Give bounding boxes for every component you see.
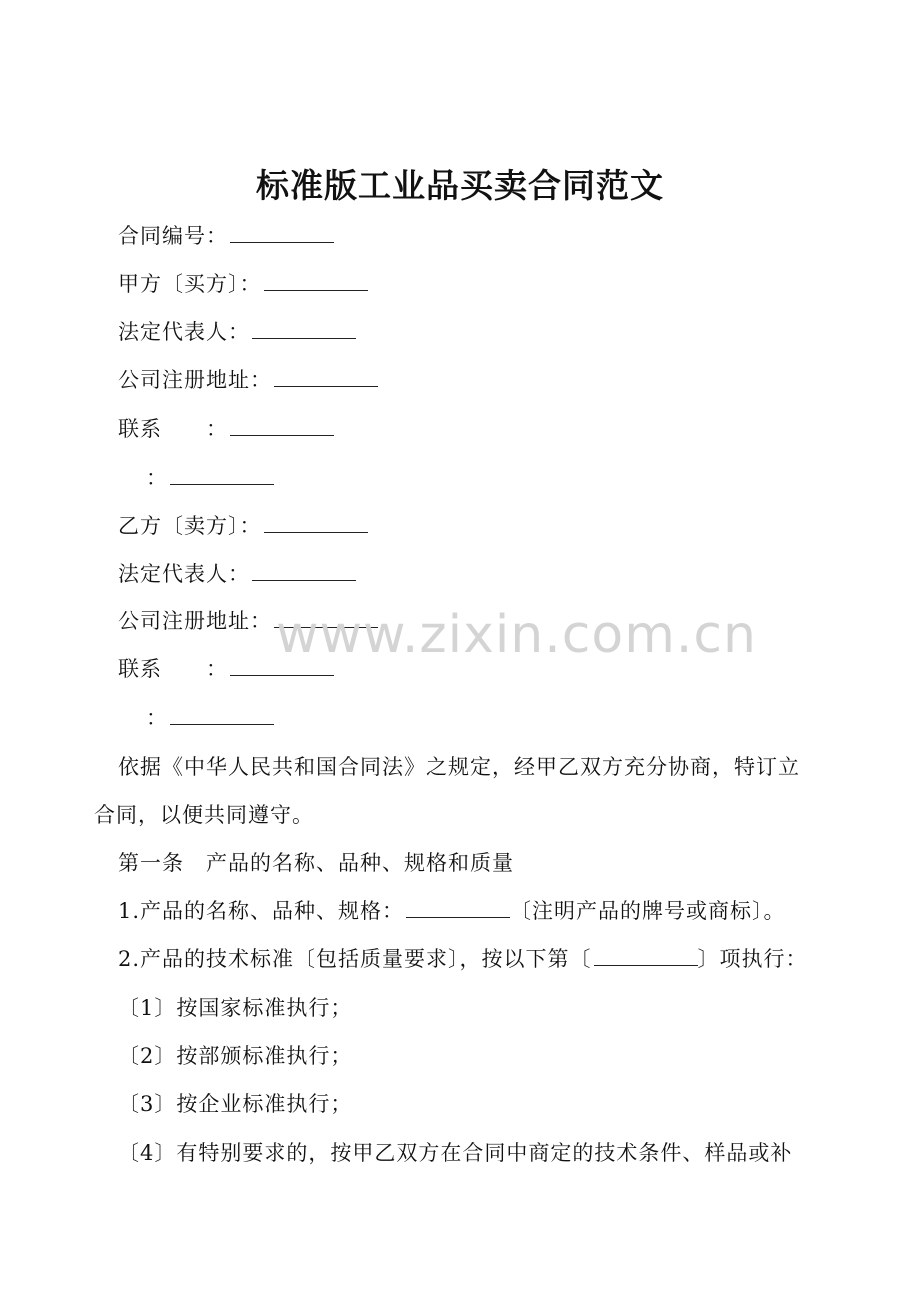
party-a-legal-rep-line (118, 317, 356, 347)
party-b-blank (264, 514, 368, 533)
party-a-address-blank (274, 368, 378, 387)
party-b-line (118, 511, 368, 541)
standard-option-3: 〔3〕按企业标准执行； (118, 1092, 353, 1116)
standard-option-4: 〔4〕有特别要求的，按甲乙双方在合同中商定的技术条件、样品或补 (118, 1141, 793, 1165)
party-a-blank (264, 272, 368, 291)
item-1-note: 〔注明产品的牌号或商标〕。 (510, 899, 786, 923)
party-a-address-line (118, 365, 378, 395)
party-b-legal-rep-line (118, 559, 356, 589)
party-b-address-label: 公司注册地址： (118, 609, 272, 633)
item-2-text: 2.产品的技术标准〔包括质量要求〕，按以下第〔 (118, 947, 592, 971)
party-a-label: 甲方〔买方〕： (118, 272, 262, 296)
article-1-item-2 (118, 944, 808, 974)
party-a-line (118, 269, 368, 299)
party-a-address-label: 公司注册地址： (118, 368, 272, 392)
intro-paragraph-line2: 合同，以便共同遵守。 (94, 803, 314, 827)
party-a-legal-rep-label: 法定代表人： (118, 320, 250, 344)
party-b-contact-label: 联系 ： (118, 657, 228, 681)
intro-paragraph-line1: 依据《中华人民共和国合同法》之规定，经甲乙双方充分协商，特订立 (118, 755, 800, 779)
party-a-phone-blank (170, 466, 274, 485)
party-b-phone-label: ： (146, 706, 168, 730)
article-1-item-1 (118, 896, 786, 926)
standard-option-2: 〔2〕按部颁标准执行； (118, 1044, 353, 1068)
document-title: 标准版工业品买卖合同范文 (256, 166, 664, 205)
article-1-heading: 第一条 产品的名称、品种、规格和质量 (118, 851, 514, 875)
item-1-text: 1.产品的名称、品种、规格： (118, 899, 405, 923)
party-a-contact-label: 联系 ： (118, 417, 228, 441)
party-a-contact-blank (230, 417, 334, 436)
party-b-legal-rep-blank (252, 562, 356, 581)
party-a-phone-label: ： (146, 466, 168, 490)
contract-number-blank (230, 224, 334, 243)
contract-number-label: 合同编号： (118, 224, 228, 248)
party-a-legal-rep-blank (252, 320, 356, 339)
item-2-suffix: 〕项执行： (697, 947, 808, 971)
party-b-phone-blank (170, 706, 274, 725)
party-b-label: 乙方〔卖方〕： (118, 514, 262, 538)
party-b-legal-rep-label: 法定代表人： (118, 562, 250, 586)
contract-number-line (118, 221, 334, 251)
item-2-blank (594, 947, 698, 966)
watermark-text: www.zixin.com.cn (276, 605, 757, 665)
item-1-blank (406, 899, 510, 918)
party-a-contact-line (118, 414, 334, 444)
standard-option-1: 〔1〕按国家标准执行； (118, 996, 353, 1020)
party-a-phone-line (146, 463, 274, 493)
party-b-phone-line (146, 703, 274, 733)
